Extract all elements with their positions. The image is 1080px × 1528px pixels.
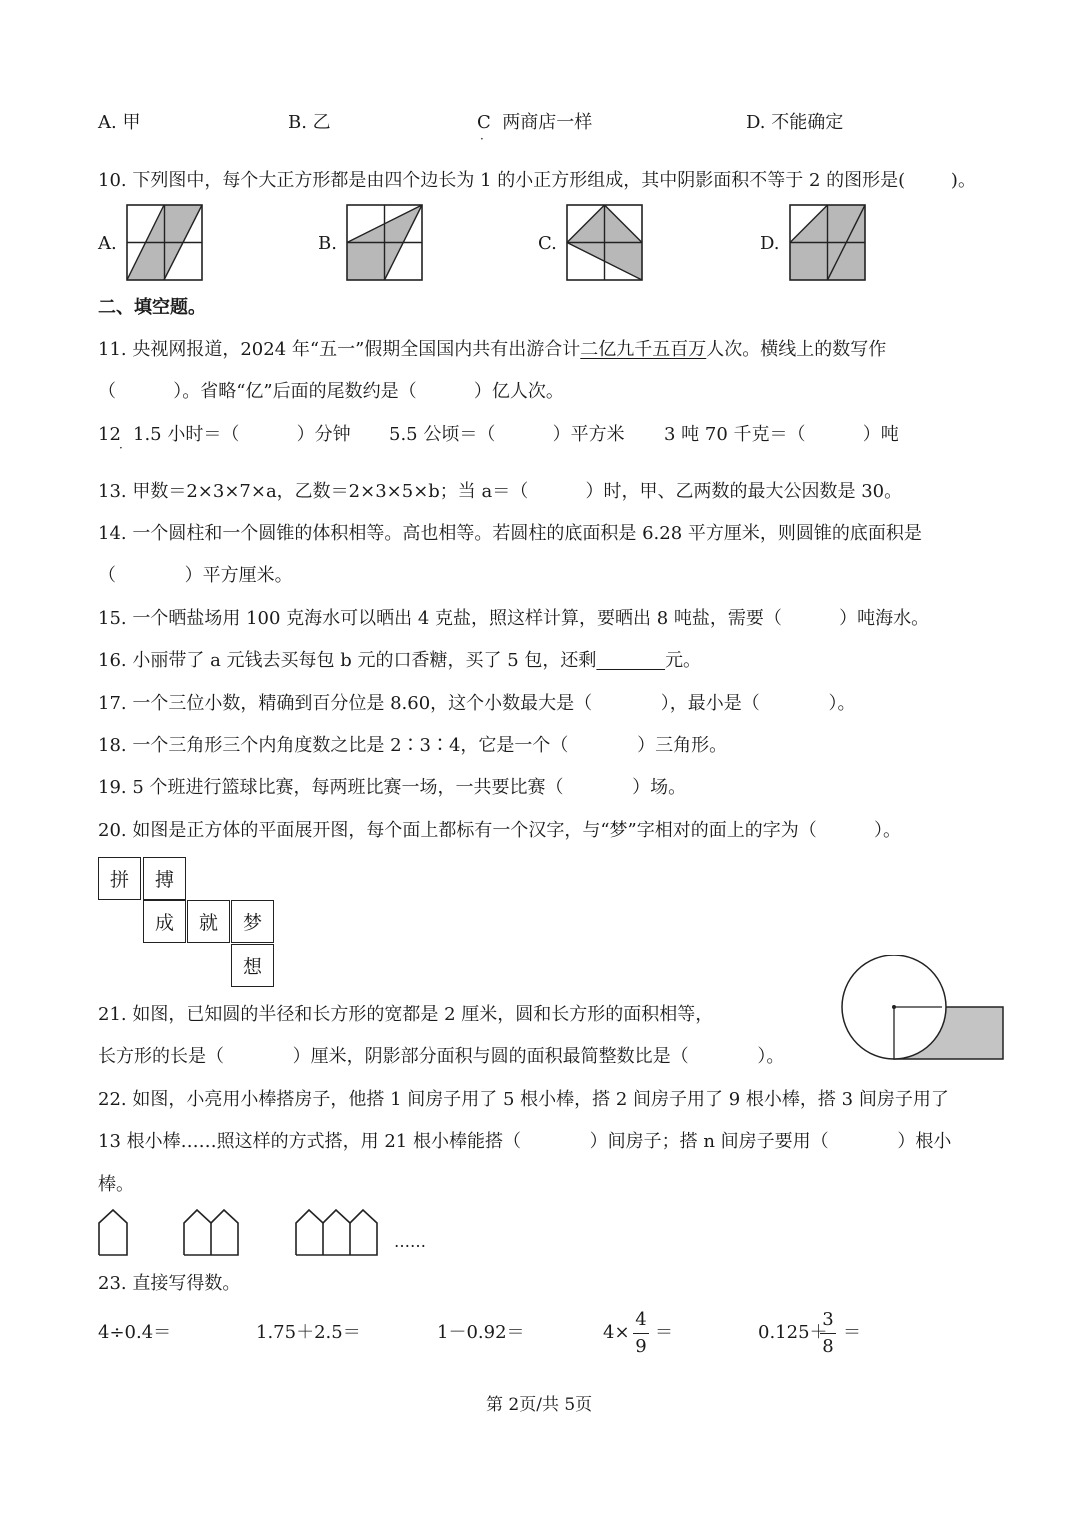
cube-face: 想 <box>231 944 274 987</box>
q10-text: 10. 下列图中，每个大正方形都是由四个边长为 1 的小正方形组成，其中阴影面积不等于 2 的图形是( )。 <box>98 170 976 191</box>
q11-line1 <box>98 339 886 361</box>
q20-text: 20. 如图是正方体的平面展开图，每个面上都标有一个汉字，与“梦”字相对的面上的字为（ ）。 <box>98 820 901 841</box>
q10-label-d: D. <box>760 233 780 254</box>
q14-line1: 14. 一个圆柱和一个圆锥的体积相等。高也相等。若圆柱的底面积是 6.28 平方厘米，则圆锥的底面积是 <box>98 523 922 544</box>
q23-expr-4-equals: ＝ <box>655 1322 673 1343</box>
q23-expr-5-prefix: 0.125＋ <box>758 1322 828 1343</box>
q11-prefix: 11. 央视网报道，2024 年“五一”假期全国国内共有出游合计 <box>98 339 581 360</box>
numerator: 3 <box>822 1309 834 1330</box>
q17-text: 17. 一个三位小数，精确到百分位是 8.60，这个小数最大是（ ），最小是（ ）。 <box>98 693 856 714</box>
q23-expr-1: 4÷0.4＝ <box>98 1322 172 1343</box>
page-footer: 第 2页/共 5页 <box>486 1395 593 1415</box>
q19-text: 19. 5 个班进行篮球比赛，每两班比赛一场，一共要比赛（ ）场。 <box>98 777 687 798</box>
q10-label-c: C. <box>538 233 557 254</box>
q18-text: 18. 一个三角形三个内角度数之比是 2∶3∶4，它是一个（ ）三角形。 <box>98 735 728 756</box>
q13-text: 13. 甲数＝2×3×7×a，乙数＝2×3×5×b；当 a＝（ ）时，甲、乙两数的最大公因数是 30。 <box>98 481 903 502</box>
q16-blank <box>596 650 665 671</box>
cube-face: 拼 <box>98 857 141 900</box>
q9-option-b: B. 乙 <box>288 112 331 133</box>
cube-face: 成 <box>143 900 186 943</box>
q23-expr-4-prefix: 4× <box>603 1322 630 1343</box>
q21-circle-rectangle-figure <box>838 955 1008 1065</box>
q22-ellipsis: …… <box>394 1232 426 1251</box>
q10-figure-b <box>346 204 423 281</box>
fraction-bar <box>633 1333 649 1334</box>
q22-line2: 13 根小棒……照这样的方式搭，用 21 根小棒能搭（ ）间房子；搭 n 间房子要用（ ）根小 <box>98 1131 952 1152</box>
cube-face: 就 <box>187 900 230 943</box>
q10-figure-c <box>566 204 643 281</box>
q11-underlined: 二亿九千五百万 <box>580 339 707 360</box>
q12-part2: 5.5 公顷＝（ ）平方米 <box>389 424 625 445</box>
cube-face: 梦 <box>231 900 274 943</box>
q10-figure-a <box>126 204 203 281</box>
q11-suffix: 人次。横线上的数写作 <box>706 339 887 360</box>
cube-face: 搏 <box>143 857 186 900</box>
q12-number: 12 <box>98 424 121 445</box>
denominator: 8 <box>822 1336 834 1357</box>
q9-option-c: C 两商店一样 <box>477 112 593 133</box>
fraction-bar <box>820 1333 836 1334</box>
q16-suffix: 元。 <box>665 650 702 671</box>
q15-text: 15. 一个晒盐场用 100 克海水可以晒出 4 克盐，照这样计算，要晒出 8 吨盐，需要（ ）吨海水。 <box>98 608 930 629</box>
numerator: 4 <box>635 1309 647 1330</box>
q10-label-b: B. <box>318 233 337 254</box>
denominator: 9 <box>635 1336 647 1357</box>
q12-part1: 1.5 小时＝（ ）分钟 <box>133 424 351 445</box>
q22-houses-figure <box>96 1208 396 1258</box>
q23-expr-2: 1.75＋2.5＝ <box>256 1322 361 1343</box>
q22-line3: 棒。 <box>98 1174 134 1195</box>
q11-line2: （ ）。省略“亿”后面的尾数约是（ ）亿人次。 <box>98 381 564 402</box>
q23-expr-4-fraction <box>633 1309 649 1358</box>
q9-option-d: D. 不能确定 <box>746 112 844 133</box>
section-title: 二、填空题。 <box>98 297 206 318</box>
q9-option-a: A. 甲 <box>98 112 141 133</box>
q21-line2: 长方形的长是（ ）厘米，阴影部分面积与圆的面积最简整数比是（ ）。 <box>98 1046 785 1067</box>
q22-line1: 22. 如图，小亮用小棒搭房子，他搭 1 间房子用了 5 根小棒，搭 2 间房子用了 9 根小棒，搭 3 间房子用了 <box>98 1089 949 1110</box>
q23-expr-3: 1－0.92＝ <box>437 1322 525 1343</box>
speck: · <box>480 132 484 146</box>
q23-expr-5-fraction <box>820 1309 836 1358</box>
q23-expr-5-equals: ＝ <box>843 1322 861 1343</box>
q21-line1: 21. 如图，已知圆的半径和长方形的宽都是 2 厘米，圆和长方形的面积相等， <box>98 1004 714 1025</box>
q16-text <box>98 650 701 672</box>
q14-line2: （ ）平方厘米。 <box>98 565 293 586</box>
q10-label-a: A. <box>98 233 117 254</box>
q12-part3: 3 吨 70 千克＝（ ）吨 <box>664 424 899 445</box>
q10-figure-d <box>789 204 866 281</box>
q16-prefix: 16. 小丽带了 a 元钱去买每包 b 元的口香糖，买了 5 包，还剩 <box>98 650 597 671</box>
q23-title: 23. 直接写得数。 <box>98 1273 241 1294</box>
speck: · <box>119 441 123 455</box>
